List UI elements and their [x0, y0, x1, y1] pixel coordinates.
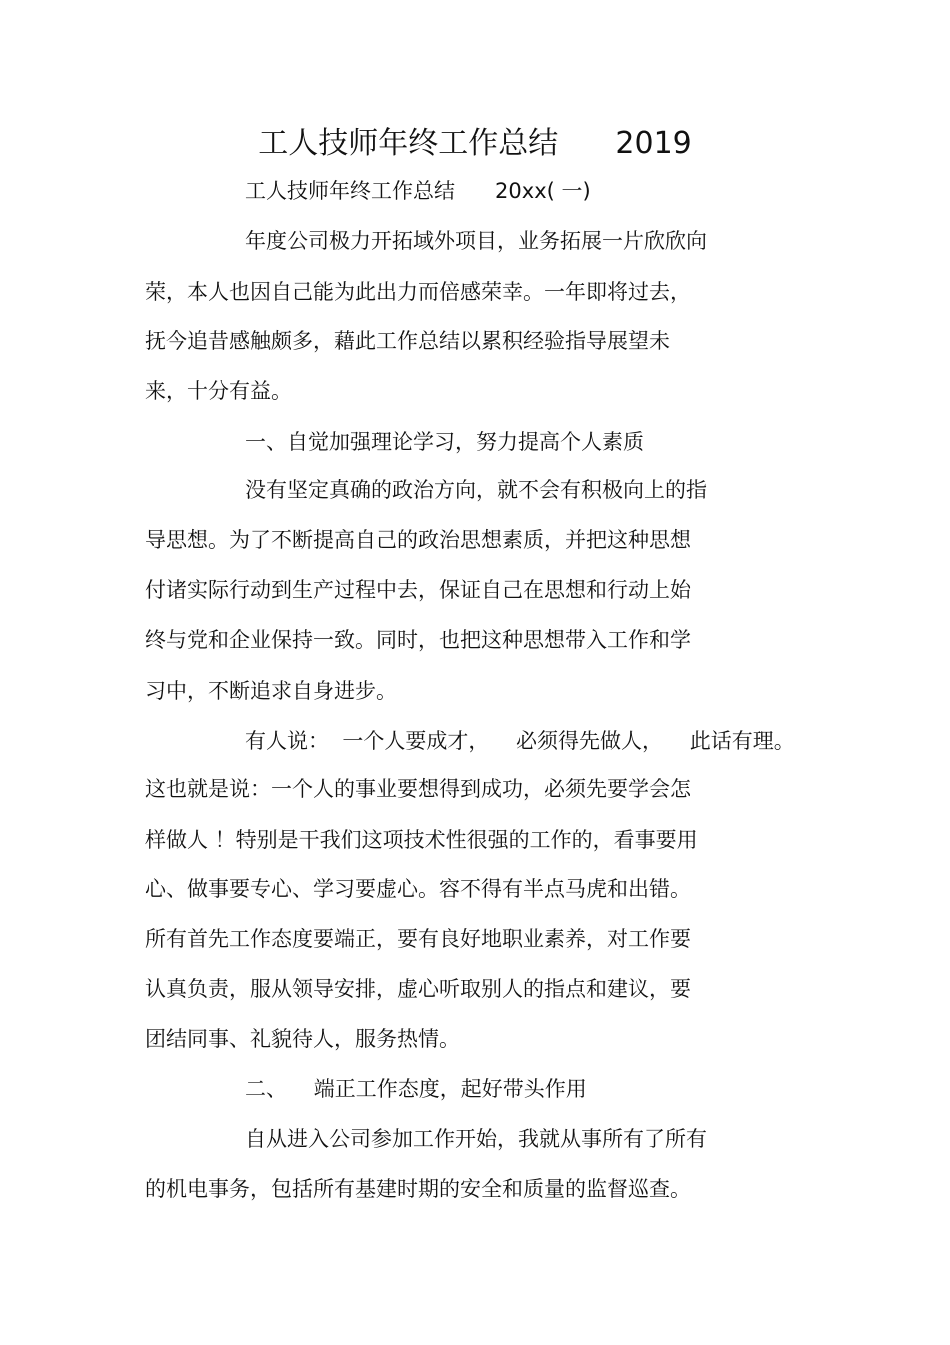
document-title: 工人技师年终工作总结 2019 — [258, 126, 692, 161]
document-subtitle: 工人技师年终工作总结 20xx( 一) — [245, 179, 591, 203]
paragraph-line: 年度公司极力开拓域外项目，业务拓展一片欣欣向 — [245, 229, 707, 253]
paragraph-line: 所有首先工作态度要端正，要有良好地职业素养，对工作要 — [145, 927, 691, 951]
paragraph-line: 这也就是说：一个人的事业要想得到成功，必须先要学会怎 — [145, 777, 691, 801]
paragraph-line: 团结同事、礼貌待人，服务热情。 — [145, 1027, 460, 1051]
paragraph-line: 习中，不断追求自身进步。 — [145, 679, 397, 703]
paragraph-line: 荣，本人也因自己能为此出力而倍感荣幸。一年即将过去， — [145, 280, 691, 304]
section-heading: 一、自觉加强理论学习，努力提高个人素质 — [245, 430, 644, 454]
paragraph-line: 抚今追昔感触颇多，藉此工作总结以累积经验指导展望未 — [145, 329, 670, 353]
paragraph-line: 认真负责，服从领导安排，虚心听取别人的指点和建议，要 — [145, 977, 691, 1001]
paragraph-line: 来，十分有益。 — [145, 379, 292, 403]
section-heading: 二、 端正工作态度，起好带头作用 — [245, 1077, 587, 1101]
paragraph-line: 样做人 ！特别是干我们这项技术性很强的工作的，看事要用 — [145, 828, 698, 852]
paragraph-line: 心、做事要专心、学习要虚心。容不得有半点马虎和出错。 — [145, 877, 691, 901]
paragraph-line: 付诸实际行动到生产过程中去，保证自己在思想和行动上始 — [145, 578, 691, 602]
paragraph-line: 自从进入公司参加工作开始，我就从事所有了所有 — [245, 1127, 707, 1151]
paragraph-line: 有人说： 一个人要成才， 必须得先做人， 此话有理。 — [245, 729, 795, 753]
paragraph-line: 的机电事务，包括所有基建时期的安全和质量的监督巡查。 — [145, 1177, 691, 1201]
paragraph-line: 没有坚定真确的政治方向，就不会有积极向上的指 — [245, 478, 707, 502]
paragraph-line: 终与党和企业保持一致。同时，也把这种思想带入工作和学 — [145, 628, 691, 652]
paragraph-line: 导思想。为了不断提高自己的政治思想素质，并把这种思想 — [145, 528, 691, 552]
